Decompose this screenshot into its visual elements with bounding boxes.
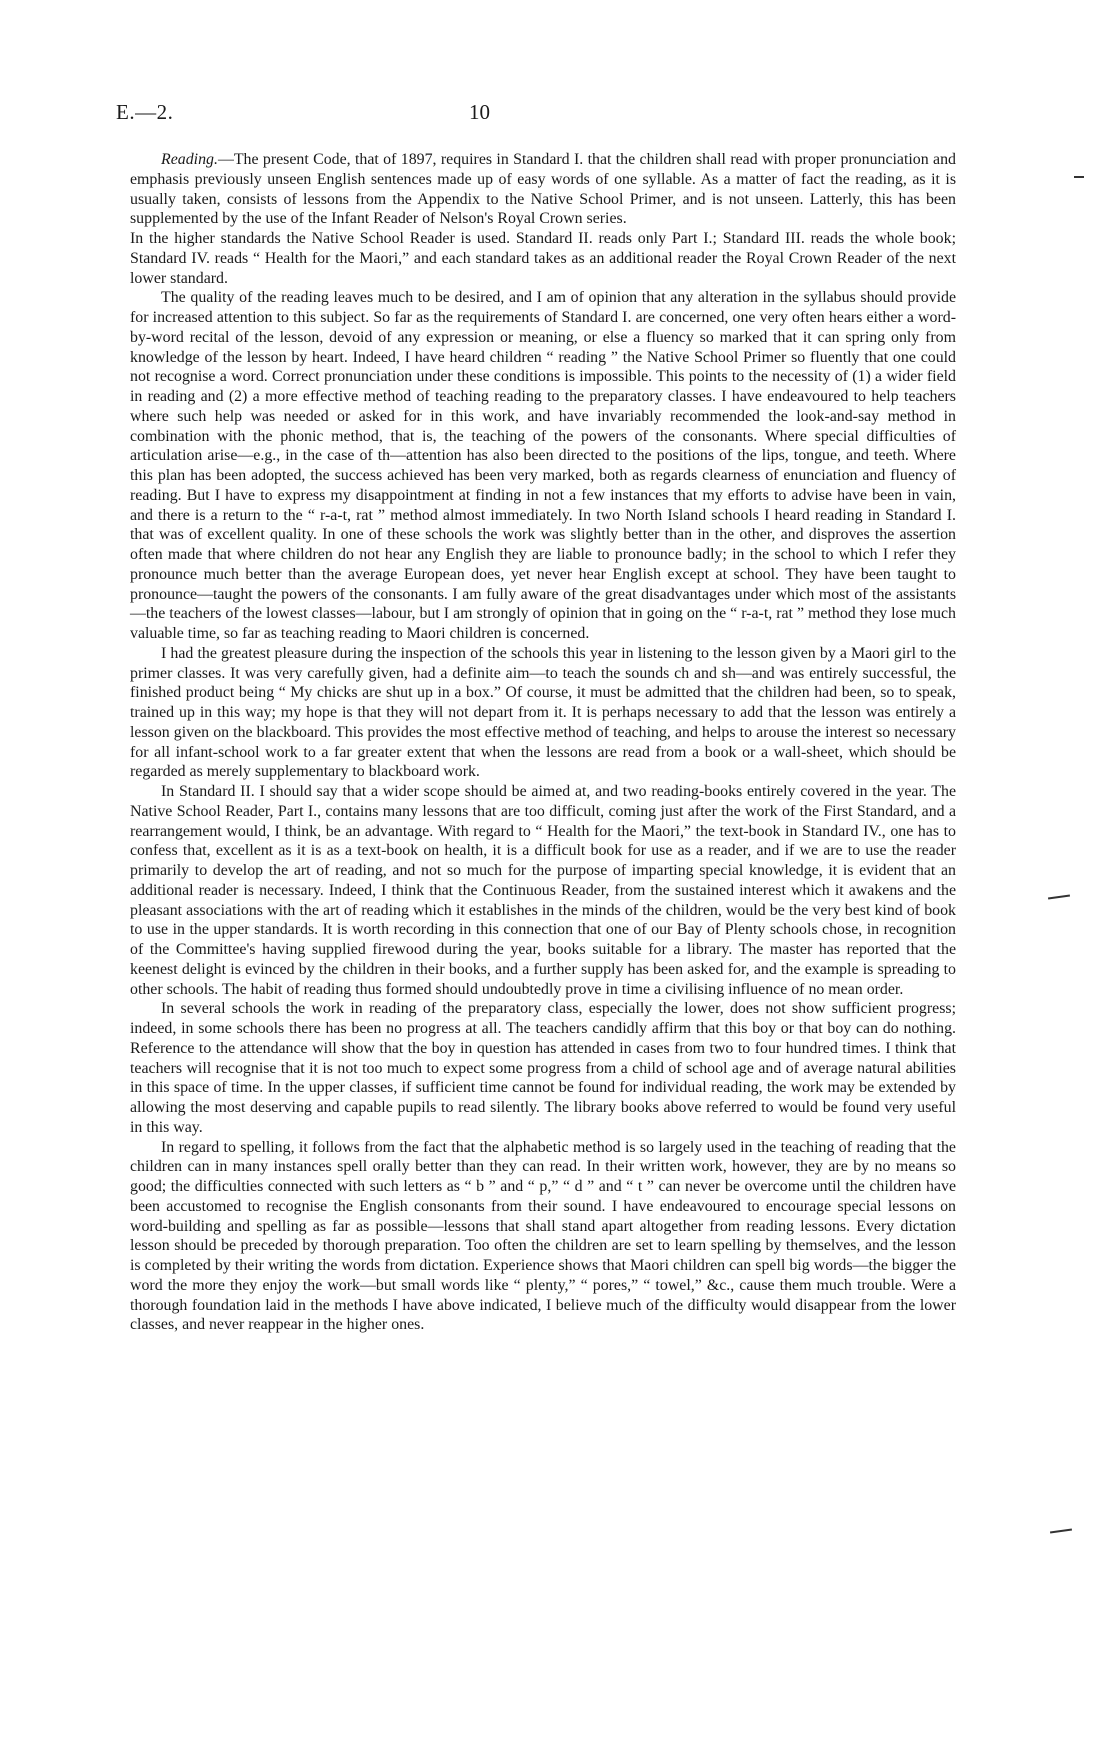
paragraph-primer-lesson: I had the greatest pleasure during the inspection of the schools this year in listening to the lesson given by a Maori girl to the primer classes. It was very carefully given, had a definite aim—to teach the sounds ch and sh—and was entirely successful, the finished product being “ My chicks are shut up in a box.” Of course, it must be admitted that the children had been, so to speak, trained up in this way; my hope is that they will not depart from it. It is perhaps necessary to add that the lesson was entirely a lesson given on the blackboard. This provides the most effective method of teaching, and helps to arouse the interest so necessary for all infant-school work to a far greater extent that when the lessons are read from a book or a wall-sheet, which should be regarded as merely supplementary to blackboard work. (130, 644, 956, 781)
paragraph-reading (130, 150, 956, 229)
paragraph-higher-standards: In the higher standards the Native School Reader is used. Standard II. reads only Part I.; Standard III. reads the whole book; Standard IV. reads “ Health for the Maori,” and each standard takes as an additional reader the Royal Crown Reader of the next lower standard. (130, 230, 956, 287)
margin-mark (1048, 894, 1070, 899)
paragraph-spelling: In regard to spelling, it follows from the fact that the alphabetic method is so largely used in the teaching of reading that the children can in many instances spell orally better than they can read. In their written work, however, they are by no means so good; the difficulties connected with such letters as “ b ” and “ p,” “ d ” and “ t ” can never be overcome until the children have been accustomed to recognise the English consonants from their sound. I have endeavoured to encourage special lessons on word-building and spelling as far as possible—lessons that shall stand apart altogether from reading lessons. Every dictation lesson should be preceded by thorough preparation. Too often the children are set to learn spelling by themselves, and the lesson is completed by their writing the words from dictation. Experience shows that Maori children can spell big words—the bigger the word the more they enjoy the work—but small words like “ plenty,” “ pores,” “ towel,” &c., cause them much trouble. Were a thorough foundation laid in the methods I have above indicated, I believe much of the difficulty would disappear from the lower classes, and never reappear in the higher ones. (130, 1138, 956, 1334)
section-lead-heading: Reading. (161, 151, 218, 168)
document-id: E.—2. (116, 100, 174, 124)
margin-mark (1074, 176, 1084, 178)
paragraph-preparatory-class: In several schools the work in reading of the preparatory class, especially the lower, does not show sufficient progress; indeed, in some schools there has been no progress at all. The teachers candidly affirm that this boy or that boy can do nothing. Reference to the attendance will show that the boy in question has attended in cases from two to four hundred times. I think that teachers will recognise that it is not too much to expect some progress from a child of school age and of average natural abilities in this space of time. In the upper classes, if sufficient time cannot be found for individual reading, the work may be extended by allowing the most deserving and capable pupils to read silently. The library books above referred to would be found very useful in this way. (130, 1000, 956, 1136)
paragraph-standard-ii: In Standard II. I should say that a wider scope should be aimed at, and two reading-books entirely covered in the year. The Native School Reader, Part I., contains many lessons that are too difficult, coming just after the work of the First Standard, and a rearrangement would, I think, be an advantage. With regard to “ Health for the Maori,” the text-book in Standard IV., one has to confess that, excellent as it is as a text-book on health, it is a difficult book for use as a reader, and if we are to use the reader primarily to develop the art of reading, and not so much for the purpose of imparting special knowledge, it is evident that an additional reader is necessary. Indeed, I think that the Continuous Reader, from the sustained interest which it awakens and the pleasant associations with the art of reading which it establishes in the minds of the children, would be the very best kind of book to use in the upper standards. It is worth recording in this connection that one of our Bay of Plenty schools chose, in recognition of the Committee's having supplied firewood during the year, books suitable for a library. The master has reported that the keenest delight is evinced by the children in their books, and a further supply has been asked for, and the example is spreading to other schools. The habit of reading thus formed should undoubtedly prove in time a civilising influence of no mean order. (130, 783, 956, 998)
paragraph-text: —The present Code, that of 1897, requires in Standard I. that the children shall read with proper pronunciation and emphasis previously unseen English sentences made up of easy words of one syllable. As a matter of fact the reading, as it is usually taken, consists of lessons from the Appendix to the Native School Primer, and is not unseen. Latterly, this has been supplemented by the use of the Infant Reader of Nelson's Royal Crown series. (130, 151, 956, 228)
page-header (116, 100, 1016, 130)
paragraph-quality-of-reading: The quality of the reading leaves much to be desired, and I am of opinion that any alteration in the syllabus should provide for increased attention to this subject. So far as the requirements of Standard I. are concerned, one very often hears either a word-by-word recital of the lesson, devoid of any expression or meaning, or else a fluency so marked that it can spring only from knowledge of the lesson by heart. Indeed, I have heard children “ reading ” the Native School Primer so fluently that one could not recognise a word. Correct pronunciation under these conditions is impossible. This points to the necessity of (1) a wider field in reading and (2) a more effective method of teaching reading to the preparatory classes. I have endeavoured to help teachers where such help was needed or asked for in this work, and have invariably recommended the look-and-say method in combination with the phonic method, that is, the teaching of the powers of the consonants. Where special difficulties of articulation arise—e.g., in the case of th—attention has also been directed to the positions of the lips, tongue, and teeth. Where this plan has been adopted, the success achieved has been very marked, both as regards clearness of enunciation and fluency of reading. But I have to express my disappointment at finding in not a few instances that my efforts to advise have been in vain, and there is a return to the “ r-a-t, rat ” method almost immediately. In two North Island schools I heard reading in Standard I. that was of excellent quality. In one of these schools the work was slightly better than in the other, and disproves the assertion often made that where children do not hear any English they are liable to pronounce badly; in the school to which I refer they pronounce much better than the average European does, yet never hear English except at school. They have been taught to pronounce—taught the powers of the consonants. I am fully aware of the great disadvantages under which most of the assistants —the teachers of the lowest classes—labour, but I am strongly of opinion that in going on the “ r-a-t, rat ” method they lose much valuable time, so far as teaching reading to Maori children is concerned. (130, 289, 956, 642)
page-number: 10 (469, 100, 490, 124)
margin-mark (1050, 1528, 1072, 1533)
body-text (130, 150, 956, 1335)
